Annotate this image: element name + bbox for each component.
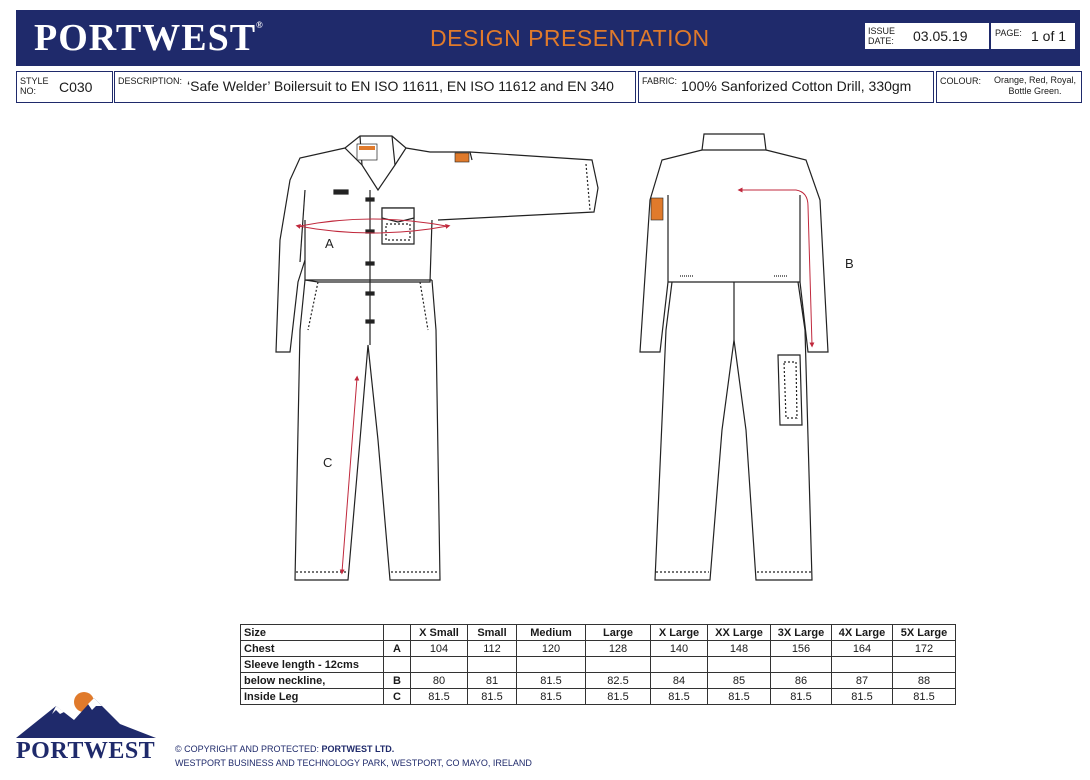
colour-value-line2: Bottle Green. [1008, 86, 1062, 96]
style-label-1: STYLE [20, 76, 49, 86]
brand-logo-text [34, 16, 264, 60]
table-cell [586, 657, 651, 673]
issue-date-label-1: ISSUE [868, 26, 896, 36]
description-box [114, 71, 636, 103]
table-cell: 81.5 [468, 689, 517, 705]
table-cell [517, 657, 586, 673]
description-value: ‘Safe Welder’ Boilersuit to EN ISO 11611, EN ISO 11612 and EN 340 [187, 78, 614, 94]
table-cell: 81.5 [517, 689, 586, 705]
size-col-header: Small [468, 625, 517, 641]
table-cell: 81.5 [517, 673, 586, 689]
table-cell: 128 [586, 641, 651, 657]
row-code: A [384, 641, 411, 657]
table-cell: 81.5 [893, 689, 956, 705]
row-label-inside-leg: Inside Leg [241, 689, 384, 705]
size-header-row [241, 625, 956, 641]
table-cell [832, 657, 893, 673]
size-col-header: X Large [651, 625, 708, 641]
page-label: PAGE: [995, 28, 1022, 38]
table-cell: 81.5 [586, 689, 651, 705]
row-code: C [384, 689, 411, 705]
fabric-value: 100% Sanforized Cotton Drill, 330gm [681, 78, 912, 94]
document-title: DESIGN PRESENTATION [430, 25, 710, 51]
style-no-box [16, 71, 113, 103]
table-cell: 140 [651, 641, 708, 657]
issue-date-label-2: DATE: [868, 36, 894, 46]
table-cell: 172 [893, 641, 956, 657]
table-cell: 81.5 [411, 689, 468, 705]
measure-label-a: A [325, 236, 334, 251]
colour-label: COLOUR: [940, 76, 982, 86]
table-cell: 81 [468, 673, 517, 689]
table-cell [771, 657, 832, 673]
style-no-value: C030 [59, 79, 93, 95]
table-cell: 81.5 [708, 689, 771, 705]
table-row [241, 689, 956, 705]
table-cell: 120 [517, 641, 586, 657]
copyright-prefix: © COPYRIGHT AND PROTECTED: [175, 744, 322, 754]
back-view [640, 134, 828, 580]
size-col-header: 4X Large [832, 625, 893, 641]
registered-mark-icon: ® [256, 20, 264, 30]
garment-technical-drawing [0, 110, 1090, 600]
fabric-box [638, 71, 934, 103]
row-code: B [384, 673, 411, 689]
table-cell: 156 [771, 641, 832, 657]
table-cell: 81.5 [771, 689, 832, 705]
style-label-2: NO: [20, 86, 37, 96]
table-cell [468, 657, 517, 673]
table-cell [708, 657, 771, 673]
row-label-sleeve-2: below neckline, [241, 673, 384, 689]
size-col-header: XX Large [708, 625, 771, 641]
table-cell: 112 [468, 641, 517, 657]
footer-logo-text: PORTWEST [16, 738, 156, 764]
footer-copyright [175, 744, 394, 754]
row-label-chest: Chest [241, 641, 384, 657]
footer-address: WESTPORT BUSINESS AND TECHNOLOGY PARK, WESTPORT, CO MAYO, IRELAND [175, 758, 532, 768]
header-bar [16, 10, 1080, 66]
issue-date-value: 03.05.19 [913, 28, 968, 44]
description-label: DESCRIPTION: [118, 76, 183, 86]
table-row [241, 657, 956, 673]
size-col-header: Medium [517, 625, 586, 641]
table-cell: 80 [411, 673, 468, 689]
size-col-header: 5X Large [893, 625, 956, 641]
copyright-company: PORTWEST LTD. [321, 744, 395, 754]
table-cell: 164 [832, 641, 893, 657]
table-cell: 88 [893, 673, 956, 689]
row-label-sleeve-1: Sleeve length - 12cms [241, 657, 384, 673]
fabric-label: FABRIC: [642, 76, 678, 86]
table-cell: 84 [651, 673, 708, 689]
table-cell: 81.5 [651, 689, 708, 705]
measure-label-c: C [323, 455, 333, 470]
table-cell: 85 [708, 673, 771, 689]
table-cell: 104 [411, 641, 468, 657]
table-cell [893, 657, 956, 673]
size-col-header: Large [586, 625, 651, 641]
table-cell [651, 657, 708, 673]
back-measure-line [740, 190, 812, 345]
measure-label-b: B [845, 256, 854, 271]
row-code-empty [384, 657, 411, 673]
issue-date-box [864, 22, 990, 50]
size-col-header: 3X Large [771, 625, 832, 641]
colour-box [936, 71, 1082, 103]
size-header-code [384, 625, 411, 641]
page-value: 1 of 1 [1031, 28, 1067, 44]
table-cell: 87 [832, 673, 893, 689]
portwest-mountain-logo-icon [16, 688, 156, 740]
table-cell: 82.5 [586, 673, 651, 689]
size-col-header: X Small [411, 625, 468, 641]
table-cell: 148 [708, 641, 771, 657]
table-cell: 81.5 [832, 689, 893, 705]
table-row [241, 641, 956, 657]
table-cell [411, 657, 468, 673]
table-row [241, 673, 956, 689]
table-cell: 86 [771, 673, 832, 689]
size-header-label: Size [241, 625, 384, 641]
page-box [990, 22, 1076, 50]
brand-name: PORTWEST [34, 17, 257, 59]
colour-value-line1: Orange, Red, Royal, [993, 75, 1077, 85]
front-view [276, 136, 598, 580]
size-chart-table [240, 624, 956, 705]
